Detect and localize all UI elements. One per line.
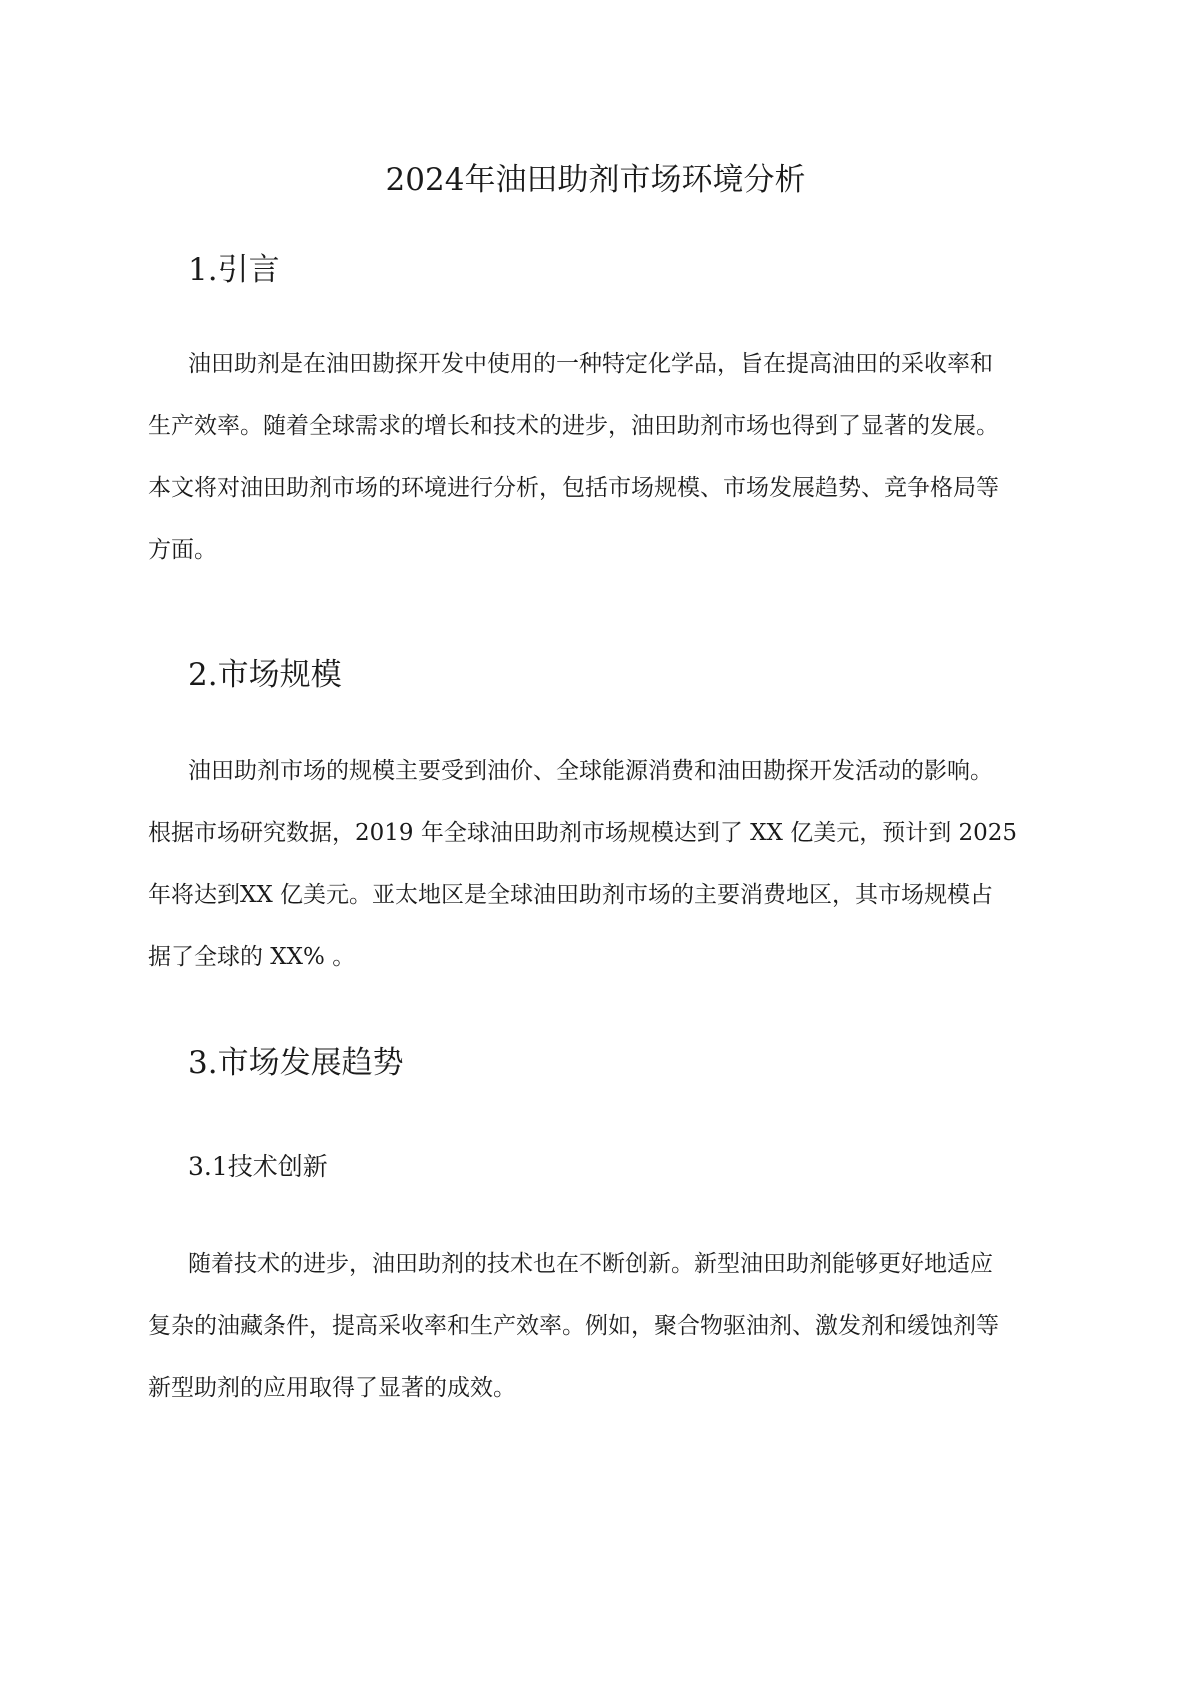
paragraph-line: 复杂的油藏条件，提高采收率和生产效率。例如，聚合物驱油剂、激发剂和缓蚀剂等: [148, 1313, 999, 1339]
section-paragraph-introduction: [148, 333, 999, 581]
paragraph-line: 据了全球的 XX% 。: [148, 944, 356, 970]
paragraph-line: 根据市场研究数据，2019 年全球油田助剂市场规模达到了 XX 亿美元，预计到 2025: [148, 820, 1018, 846]
paragraph-line: 随着技术的进步，油田助剂的技术也在不断创新。新型油田助剂能够更好地适应: [188, 1251, 993, 1277]
paragraph-line: 油田助剂是在油田勘探开发中使用的一种特定化学品，旨在提高油田的采收率和: [188, 351, 993, 377]
section-heading-market-trends: 3.市场发展趋势: [188, 1045, 404, 1081]
paragraph-line: 生产效率。随着全球需求的增长和技术的进步，油田助剂市场也得到了显著的发展。: [148, 413, 999, 439]
document-title: 2024年油田助剂市场环境分析: [385, 162, 806, 198]
subsection-heading-tech-innovation: 3.1技术创新: [188, 1152, 328, 1181]
paragraph-line: 本文将对油田助剂市场的环境进行分析，包括市场规模、市场发展趋势、竞争格局等: [148, 475, 999, 501]
section-heading-market-size: 2.市场规模: [188, 657, 342, 693]
paragraph-line: 方面。: [148, 537, 217, 563]
paragraph-line: 新型助剂的应用取得了显著的成效。: [148, 1375, 516, 1401]
paragraph-line: 油田助剂市场的规模主要受到油价、全球能源消费和油田勘探开发活动的影响。: [188, 758, 993, 784]
paragraph-line: 年将达到XX 亿美元。亚太地区是全球油田助剂市场的主要消费地区，其市场规模占: [148, 882, 994, 908]
section-heading-introduction: 1.引言: [188, 252, 280, 288]
subsection-paragraph-tech-innovation: [148, 1233, 999, 1419]
section-paragraph-market-size: [148, 740, 1017, 988]
